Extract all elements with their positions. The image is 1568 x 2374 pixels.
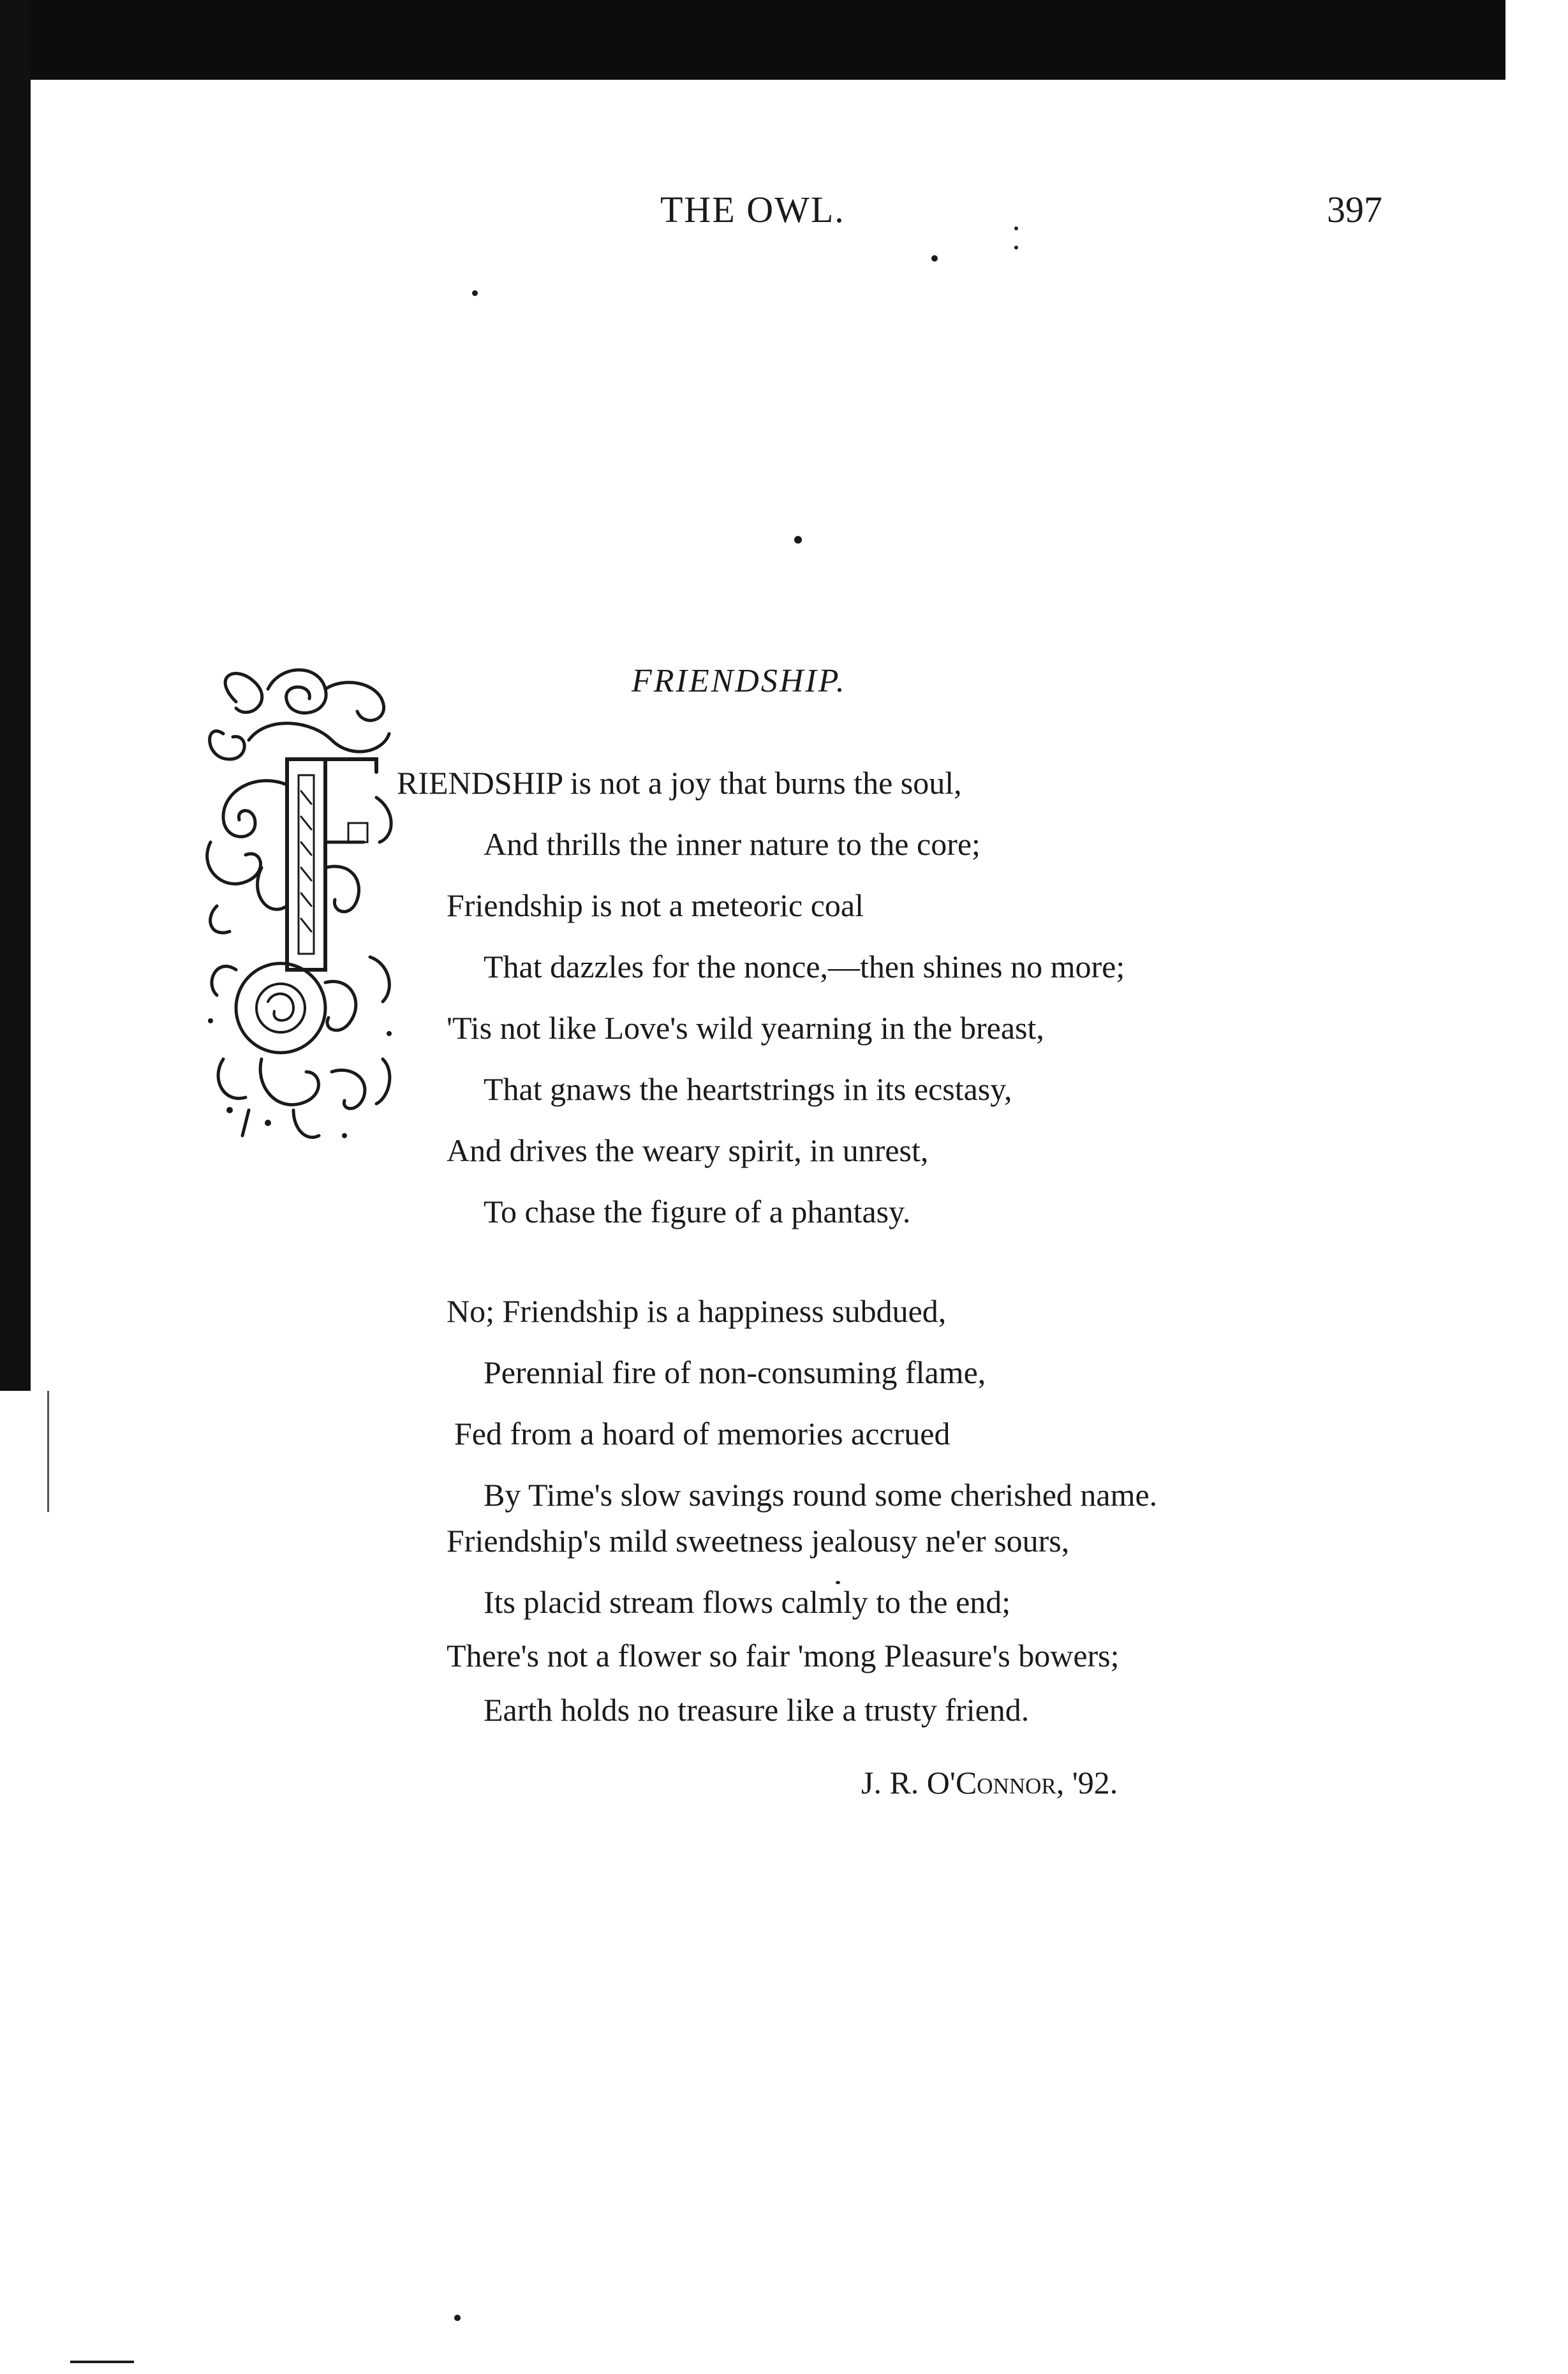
poem-line: Perennial fire of non-consuming flame,	[484, 1354, 986, 1390]
poem-title: FRIENDSHIP.	[632, 663, 847, 699]
poem-line: Its placid stream flows calmly to the end;	[484, 1584, 1011, 1620]
ink-speck	[70, 2361, 134, 2363]
poem-line: That gnaws the heartstrings in its ecstasy,	[484, 1071, 1012, 1107]
poem-line: 'Tis not like Love's wild yearning in the breast,	[447, 1010, 1044, 1046]
poem-line: No; Friendship is a happiness subdued,	[447, 1293, 947, 1329]
poem-line: Friendship's mild sweetness jealousy ne'er sours,	[447, 1523, 1070, 1559]
ink-speck	[794, 536, 802, 544]
poem-line: RIENDSHIP is not a joy that burns the soul,	[397, 765, 962, 801]
poem-signature	[861, 1764, 1118, 1801]
page-number: 397	[1327, 189, 1382, 230]
poem-line: Earth holds no treasure like a trusty friend.	[484, 1692, 1030, 1728]
poem-line: That dazzles for the nonce,—then shines no more;	[484, 949, 1125, 984]
poem-line: Fed from a hoard of memories accrued	[454, 1416, 950, 1451]
ink-speck	[454, 2315, 461, 2321]
running-title: THE OWL.	[660, 189, 845, 230]
ink-speck	[931, 255, 938, 262]
poem-line: To chase the figure of a phantasy.	[484, 1194, 911, 1229]
poem-line: And drives the weary spirit, in unrest,	[447, 1132, 929, 1168]
ink-speck	[472, 290, 478, 296]
scan-border-line	[47, 1391, 49, 1512]
scan-border-top	[0, 0, 1505, 80]
poem-line: And thrills the inner nature to the core;	[484, 826, 980, 862]
signature-year: , '92.	[1056, 1765, 1118, 1800]
ink-speck	[1014, 246, 1018, 249]
poem-line: There's not a flower so fair 'mong Pleasure's bowers;	[447, 1638, 1120, 1673]
poem-line: Friendship is not a meteoric coal	[447, 887, 864, 923]
ink-speck	[1014, 226, 1018, 230]
scan-border-left	[0, 0, 31, 1391]
poem-line: By Time's slow savings round some cherished name.	[484, 1477, 1158, 1513]
signature-name: Connor	[955, 1765, 1056, 1800]
signature-initials: J. R. O'	[861, 1765, 956, 1800]
ornamental-initial-f	[198, 664, 408, 1148]
